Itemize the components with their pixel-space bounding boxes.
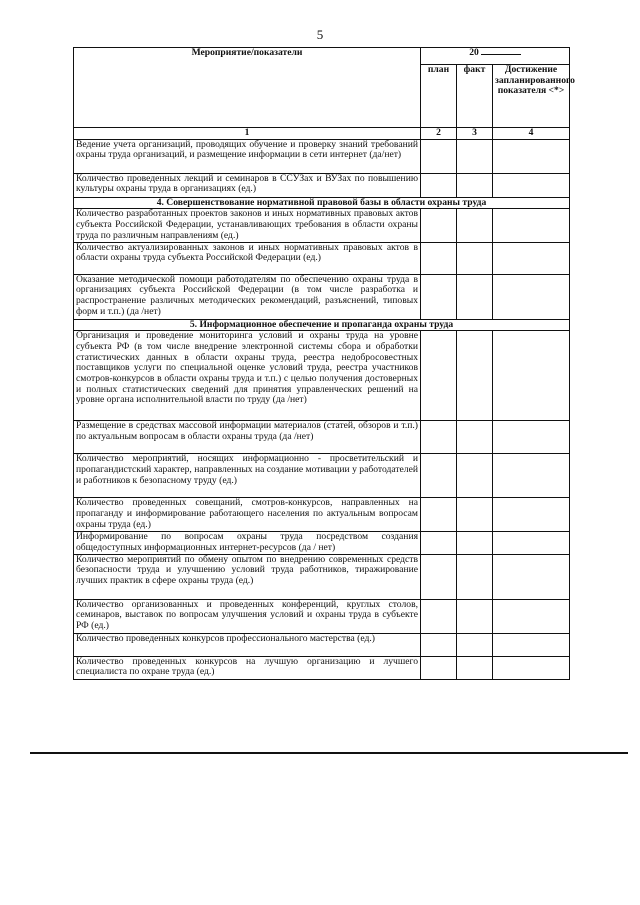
plan-cell bbox=[421, 599, 457, 633]
plan-cell bbox=[421, 139, 457, 173]
plan-cell bbox=[421, 331, 457, 421]
measure-text: Оказание методической помощи работодателям по обеспечению охраны труда в организациях субъекта Российской Федерации (в том числе разработка и распространение различных методических рекомендаций, разъяснений, типовых форм и т.п.) (да /нет) bbox=[74, 274, 421, 319]
measure-text: Количество мероприятий по обмену опытом по внедрению современных средств безопасности труда и улучшению условий труда работников, тиражирование лучших практик в сфере охраны труда (ед.) bbox=[74, 554, 421, 599]
measure-text: Количество проведенных совещаний, смотров-конкурсов, направленных на пропаганду и информирование работающего населения по актуальным вопросам охраны труда (ед.) bbox=[74, 498, 421, 532]
header-measures: Мероприятие/показатели bbox=[74, 48, 421, 128]
section-title: 5. Информационное обеспечение и пропаганда охраны труда bbox=[74, 319, 570, 331]
fact-cell bbox=[457, 421, 493, 454]
plan-cell bbox=[421, 532, 457, 554]
plan-cell bbox=[421, 421, 457, 454]
column-number-2: 2 bbox=[421, 128, 457, 140]
fact-cell bbox=[457, 454, 493, 498]
table-row bbox=[74, 454, 570, 498]
fact-cell bbox=[457, 633, 493, 656]
plan-cell bbox=[421, 454, 457, 498]
plan-cell bbox=[421, 173, 457, 197]
indicators-table bbox=[73, 47, 575, 680]
achievement-cell bbox=[493, 173, 570, 197]
fact-cell bbox=[457, 554, 493, 599]
footer-rule bbox=[30, 752, 628, 754]
achievement-cell bbox=[493, 633, 570, 656]
table-row bbox=[74, 173, 570, 197]
table-row bbox=[74, 139, 570, 173]
column-number-1: 1 bbox=[74, 128, 421, 140]
fact-cell bbox=[457, 209, 493, 242]
measure-text: Размещение в средствах массовой информации материалов (статей, обзоров и т.п.) по актуальным вопросам в области охраны труда (да /нет) bbox=[74, 421, 421, 454]
measure-text: Информирование по вопросам охраны труда посредством создания общедоступных информационных интернет-ресурсов (да / нет) bbox=[74, 532, 421, 554]
column-number-3: 3 bbox=[457, 128, 493, 140]
table-row bbox=[74, 331, 570, 421]
fact-cell bbox=[457, 532, 493, 554]
measure-text: Количество организованных и проведенных конференций, круглых столов, семинаров, выставок по вопросам улучшения условий и охраны труда в субъекте РФ (ед.) bbox=[74, 599, 421, 633]
header-row-year bbox=[74, 48, 570, 65]
achievement-cell bbox=[493, 331, 570, 421]
column-numbers-row bbox=[74, 128, 570, 140]
header-achievement: Достижение запланированного показателя <*> bbox=[493, 65, 570, 128]
achievement-cell bbox=[493, 139, 570, 173]
header-year bbox=[421, 48, 570, 65]
header-fact: факт bbox=[457, 65, 493, 128]
table-row bbox=[74, 656, 570, 679]
measure-text: Количество проведенных конкурсов профессионального мастерства (ед.) bbox=[74, 633, 421, 656]
measure-text: Количество проведенных конкурсов на лучшую организацию и лучшего специалиста по охране труда (ед.) bbox=[74, 656, 421, 679]
achievement-cell bbox=[493, 209, 570, 242]
measure-text: Количество актуализированных законов и иных нормативных правовых актов в области охраны труда субъекта Российской Федерации (ед.) bbox=[74, 242, 421, 274]
fact-cell bbox=[457, 331, 493, 421]
fact-cell bbox=[457, 139, 493, 173]
fact-cell bbox=[457, 242, 493, 274]
measure-text: Количество мероприятий, носящих информационно - просветительский и пропагандистский характер, направленных на создание мотивации у работодателей и работников к безопасному труду (ед.) bbox=[74, 454, 421, 498]
achievement-cell bbox=[493, 599, 570, 633]
plan-cell bbox=[421, 274, 457, 319]
table-row bbox=[74, 599, 570, 633]
table-row bbox=[74, 421, 570, 454]
achievement-cell bbox=[493, 421, 570, 454]
measure-text: Количество проведенных лекций и семинаров в ССУЗах и ВУЗах по повышению культуры охраны труда в организациях (ед.) bbox=[74, 173, 421, 197]
plan-cell bbox=[421, 554, 457, 599]
table-row bbox=[74, 274, 570, 319]
year-blank-line bbox=[481, 54, 521, 55]
measure-text: Количество разработанных проектов законов и иных нормативных правовых актов субъекта Российской Федерации, устанавливающих требования в области охраны труда по различным направлениям (ед.) bbox=[74, 209, 421, 242]
table-row bbox=[74, 209, 570, 242]
plan-cell bbox=[421, 498, 457, 532]
measure-text: Ведение учета организаций, проводящих обучение и проверку знаний требований охраны труда организаций, и размещение информации в сети интернет (да/нет) bbox=[74, 139, 421, 173]
plan-cell bbox=[421, 633, 457, 656]
column-number-4: 4 bbox=[493, 128, 570, 140]
fact-cell bbox=[457, 173, 493, 197]
measure-text: Организация и проведение мониторинга условий и охраны труда на уровне субъекта РФ (в том числе внедрение электронной системы сбора и обработки статистических данных в области охраны труда, реестра недобросовестных поставщиков услуги по специальной оценке условий труда, реестра участников смотров-конкурсов в области охраны труда и т.п.) с целью получения достоверных и полных статистических сведений для принятия управленческих решений на уровне органа исполнительной власти по труду (да /нет) bbox=[74, 331, 421, 421]
achievement-cell bbox=[493, 532, 570, 554]
plan-cell bbox=[421, 209, 457, 242]
section-row bbox=[74, 197, 570, 209]
table-row bbox=[74, 532, 570, 554]
achievement-cell bbox=[493, 498, 570, 532]
section-title: 4. Совершенствование нормативной правовой базы в области охраны труда bbox=[74, 197, 570, 209]
header-year-label: 20 bbox=[469, 47, 479, 58]
table-row bbox=[74, 554, 570, 599]
achievement-cell bbox=[493, 274, 570, 319]
fact-cell bbox=[457, 498, 493, 532]
table-row bbox=[74, 498, 570, 532]
achievement-cell bbox=[493, 242, 570, 274]
table-row bbox=[74, 242, 570, 274]
plan-cell bbox=[421, 242, 457, 274]
page-number: 5 bbox=[316, 27, 324, 42]
section-row bbox=[74, 319, 570, 331]
achievement-cell bbox=[493, 554, 570, 599]
achievement-cell bbox=[493, 656, 570, 679]
fact-cell bbox=[457, 599, 493, 633]
fact-cell bbox=[457, 656, 493, 679]
table-body bbox=[74, 139, 570, 679]
fact-cell bbox=[457, 274, 493, 319]
achievement-cell bbox=[493, 454, 570, 498]
plan-cell bbox=[421, 656, 457, 679]
header-plan: план bbox=[421, 65, 457, 128]
table-row bbox=[74, 633, 570, 656]
